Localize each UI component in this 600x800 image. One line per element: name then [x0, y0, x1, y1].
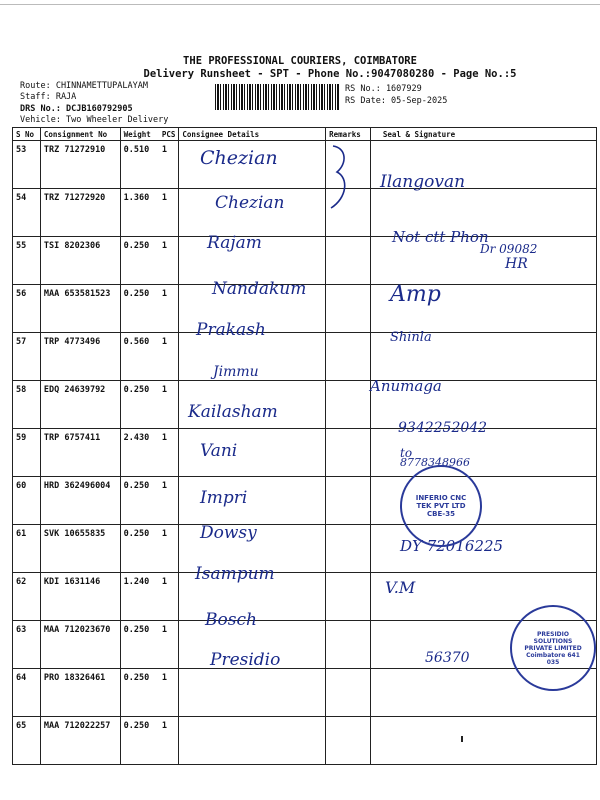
col-pcs: PCS [162, 128, 179, 141]
staff-label: Staff: RAJA [20, 92, 77, 102]
table-row [13, 717, 597, 765]
cell-consignment: KDI 1631146 [40, 573, 120, 621]
table-row [13, 333, 597, 381]
cell-sno: 65 [13, 717, 41, 765]
cell-remarks [326, 285, 371, 333]
cell-sno: 61 [13, 525, 41, 573]
scan-edge-line [0, 4, 600, 5]
hw-signature-60: 8778348966 [400, 456, 470, 469]
cell-weight: 0.250 [120, 237, 162, 285]
cell-weight: 0.560 [120, 333, 162, 381]
pen-mark [461, 736, 463, 742]
cell-remarks [326, 525, 371, 573]
cell-sno: 53 [13, 141, 41, 189]
seal-text-1: INFERIO CNC TEK PVT LTD CBE-35 [415, 494, 467, 518]
cell-weight: 0.510 [120, 141, 162, 189]
table-row [13, 477, 597, 525]
cell-pcs: 1 [162, 717, 179, 765]
cell-remarks [326, 237, 371, 285]
cell-remarks [326, 333, 371, 381]
company-seal-stamp [400, 465, 482, 547]
hw-signature-63: V.M [385, 578, 416, 597]
hw-consignee-57: Prakash [196, 320, 266, 340]
cell-consignment: SVK 10655835 [40, 525, 120, 573]
cell-sno: 60 [13, 477, 41, 525]
cell-sno: 63 [13, 621, 41, 669]
col-sno: S No [13, 128, 41, 141]
hw-signature-56: Amp [390, 282, 441, 307]
table-row [13, 381, 597, 429]
cell-pcs: 1 [162, 285, 179, 333]
cell-signature [370, 717, 596, 765]
table-row [13, 429, 597, 477]
cell-sno: 55 [13, 237, 41, 285]
hw-signature-53: Ilangovan [380, 172, 466, 192]
cell-consignment: TRP 6757411 [40, 429, 120, 477]
cell-consignment: PRO 18326461 [40, 669, 120, 717]
hw-consignee-64: Bosch [205, 610, 257, 630]
barcode-image [215, 84, 340, 110]
cell-consignment: EDQ 24639792 [40, 381, 120, 429]
cell-sno: 64 [13, 669, 41, 717]
remarks-brace-mark [325, 142, 355, 212]
cell-pcs: 1 [162, 333, 179, 381]
hw-remark-55-line2: Dr 09082 [480, 242, 538, 256]
cell-remarks [326, 669, 371, 717]
hw-remark-60: to [400, 446, 413, 460]
cell-consignment: TSI 8202306 [40, 237, 120, 285]
cell-pcs: 1 [162, 141, 179, 189]
cell-consignee [179, 717, 326, 765]
cell-sno: 54 [13, 189, 41, 237]
cell-remarks [326, 717, 371, 765]
cell-weight: 0.250 [120, 525, 162, 573]
cell-consignment: MAA 712022257 [40, 717, 120, 765]
table-row [13, 573, 597, 621]
cell-weight: 0.250 [120, 381, 162, 429]
col-signature: Seal & Signature [370, 128, 596, 141]
cell-remarks [326, 381, 371, 429]
cell-consignment: TRZ 71272920 [40, 189, 120, 237]
table-header-row [13, 128, 597, 141]
cell-weight: 1.240 [120, 573, 162, 621]
runsheet-subtitle: Delivery Runsheet - SPT - Phone No.:9047080280 - Page No.:5 [143, 68, 517, 80]
hw-consignee-60: Vani [200, 441, 238, 461]
cell-pcs: 1 [162, 237, 179, 285]
hw-remark-55-line3: HR [505, 256, 528, 272]
col-remarks: Remarks [326, 128, 371, 141]
hw-consignee-59: Kailasham [188, 402, 278, 422]
hw-signature-55: Not ctt Phon [392, 228, 489, 246]
cell-sno: 59 [13, 429, 41, 477]
delivery-table [12, 127, 597, 765]
cell-weight: 0.250 [120, 477, 162, 525]
cell-remarks [326, 621, 371, 669]
cell-pcs: 1 [162, 189, 179, 237]
cell-weight: 0.250 [120, 669, 162, 717]
col-weight: Weight [120, 128, 162, 141]
hw-consignee-54: Chezian [215, 193, 285, 213]
hw-signature-57: Shinla [390, 330, 432, 345]
presidio-seal-stamp [510, 605, 596, 691]
cell-sno: 58 [13, 381, 41, 429]
hw-consignee-53: Chezian [200, 147, 278, 169]
hw-consignee-56: Nandakum [212, 279, 307, 299]
cell-consignment: HRD 362496004 [40, 477, 120, 525]
cell-pcs: 1 [162, 669, 179, 717]
cell-consignment: TRP 4773496 [40, 333, 120, 381]
cell-remarks [326, 573, 371, 621]
cell-pcs: 1 [162, 477, 179, 525]
hw-signature-59: 9342252042 [398, 420, 488, 436]
hw-signature-58: Anumaga [370, 377, 442, 395]
cell-pcs: 1 [162, 429, 179, 477]
cell-weight: 0.250 [120, 717, 162, 765]
table-row [13, 189, 597, 237]
table-row [13, 669, 597, 717]
seal-text-2: PRESIDIO SOLUTIONS PRIVATE LIMITED Coimbatore 641 035 [524, 630, 582, 666]
cell-sno: 57 [13, 333, 41, 381]
cell-pcs: 1 [162, 525, 179, 573]
cell-pcs: 1 [162, 381, 179, 429]
rs-number: RS No.: 1607929 [345, 84, 422, 94]
table-row [13, 141, 597, 189]
hw-consignee-63: Isampum [195, 564, 275, 584]
cell-remarks [326, 477, 371, 525]
cell-sno: 56 [13, 285, 41, 333]
hw-consignee-55: Rajam [207, 233, 262, 253]
rs-date: RS Date: 05-Sep-2025 [345, 96, 448, 106]
cell-pcs: 1 [162, 573, 179, 621]
cell-pcs: 1 [162, 621, 179, 669]
drs-number: DRS No.: DCJB160792905 [20, 104, 133, 114]
hw-signature-62: DY 72016225 [400, 537, 504, 555]
cell-remarks [326, 429, 371, 477]
cell-consignment: TRZ 71272910 [40, 141, 120, 189]
cell-consignment: MAA 653581523 [40, 285, 120, 333]
col-consignment: Consignment No [40, 128, 120, 141]
cell-weight: 0.250 [120, 621, 162, 669]
hw-consignee-58: Jimmu [213, 364, 259, 380]
hw-consignee-62: Dowsy [200, 523, 257, 543]
route-label: Route: CHINNAMETTUPALAYAM [20, 81, 148, 91]
hw-consignee-61: Impri [200, 488, 248, 508]
hw-signature-65: 56370 [425, 650, 470, 666]
hw-consignee-65: Presidio [210, 650, 281, 670]
table-row [13, 621, 597, 669]
cell-consignment: MAA 712023670 [40, 621, 120, 669]
cell-weight: 1.360 [120, 189, 162, 237]
table-row [13, 525, 597, 573]
col-consignee: Consignee Details [179, 128, 326, 141]
vehicle-label: Vehicle: Two Wheeler Delivery [20, 115, 169, 125]
company-title: THE PROFESSIONAL COURIERS, COIMBATORE [183, 55, 417, 67]
cell-weight: 2.430 [120, 429, 162, 477]
cell-sno: 62 [13, 573, 41, 621]
cell-weight: 0.250 [120, 285, 162, 333]
cell-consignee [179, 669, 326, 717]
